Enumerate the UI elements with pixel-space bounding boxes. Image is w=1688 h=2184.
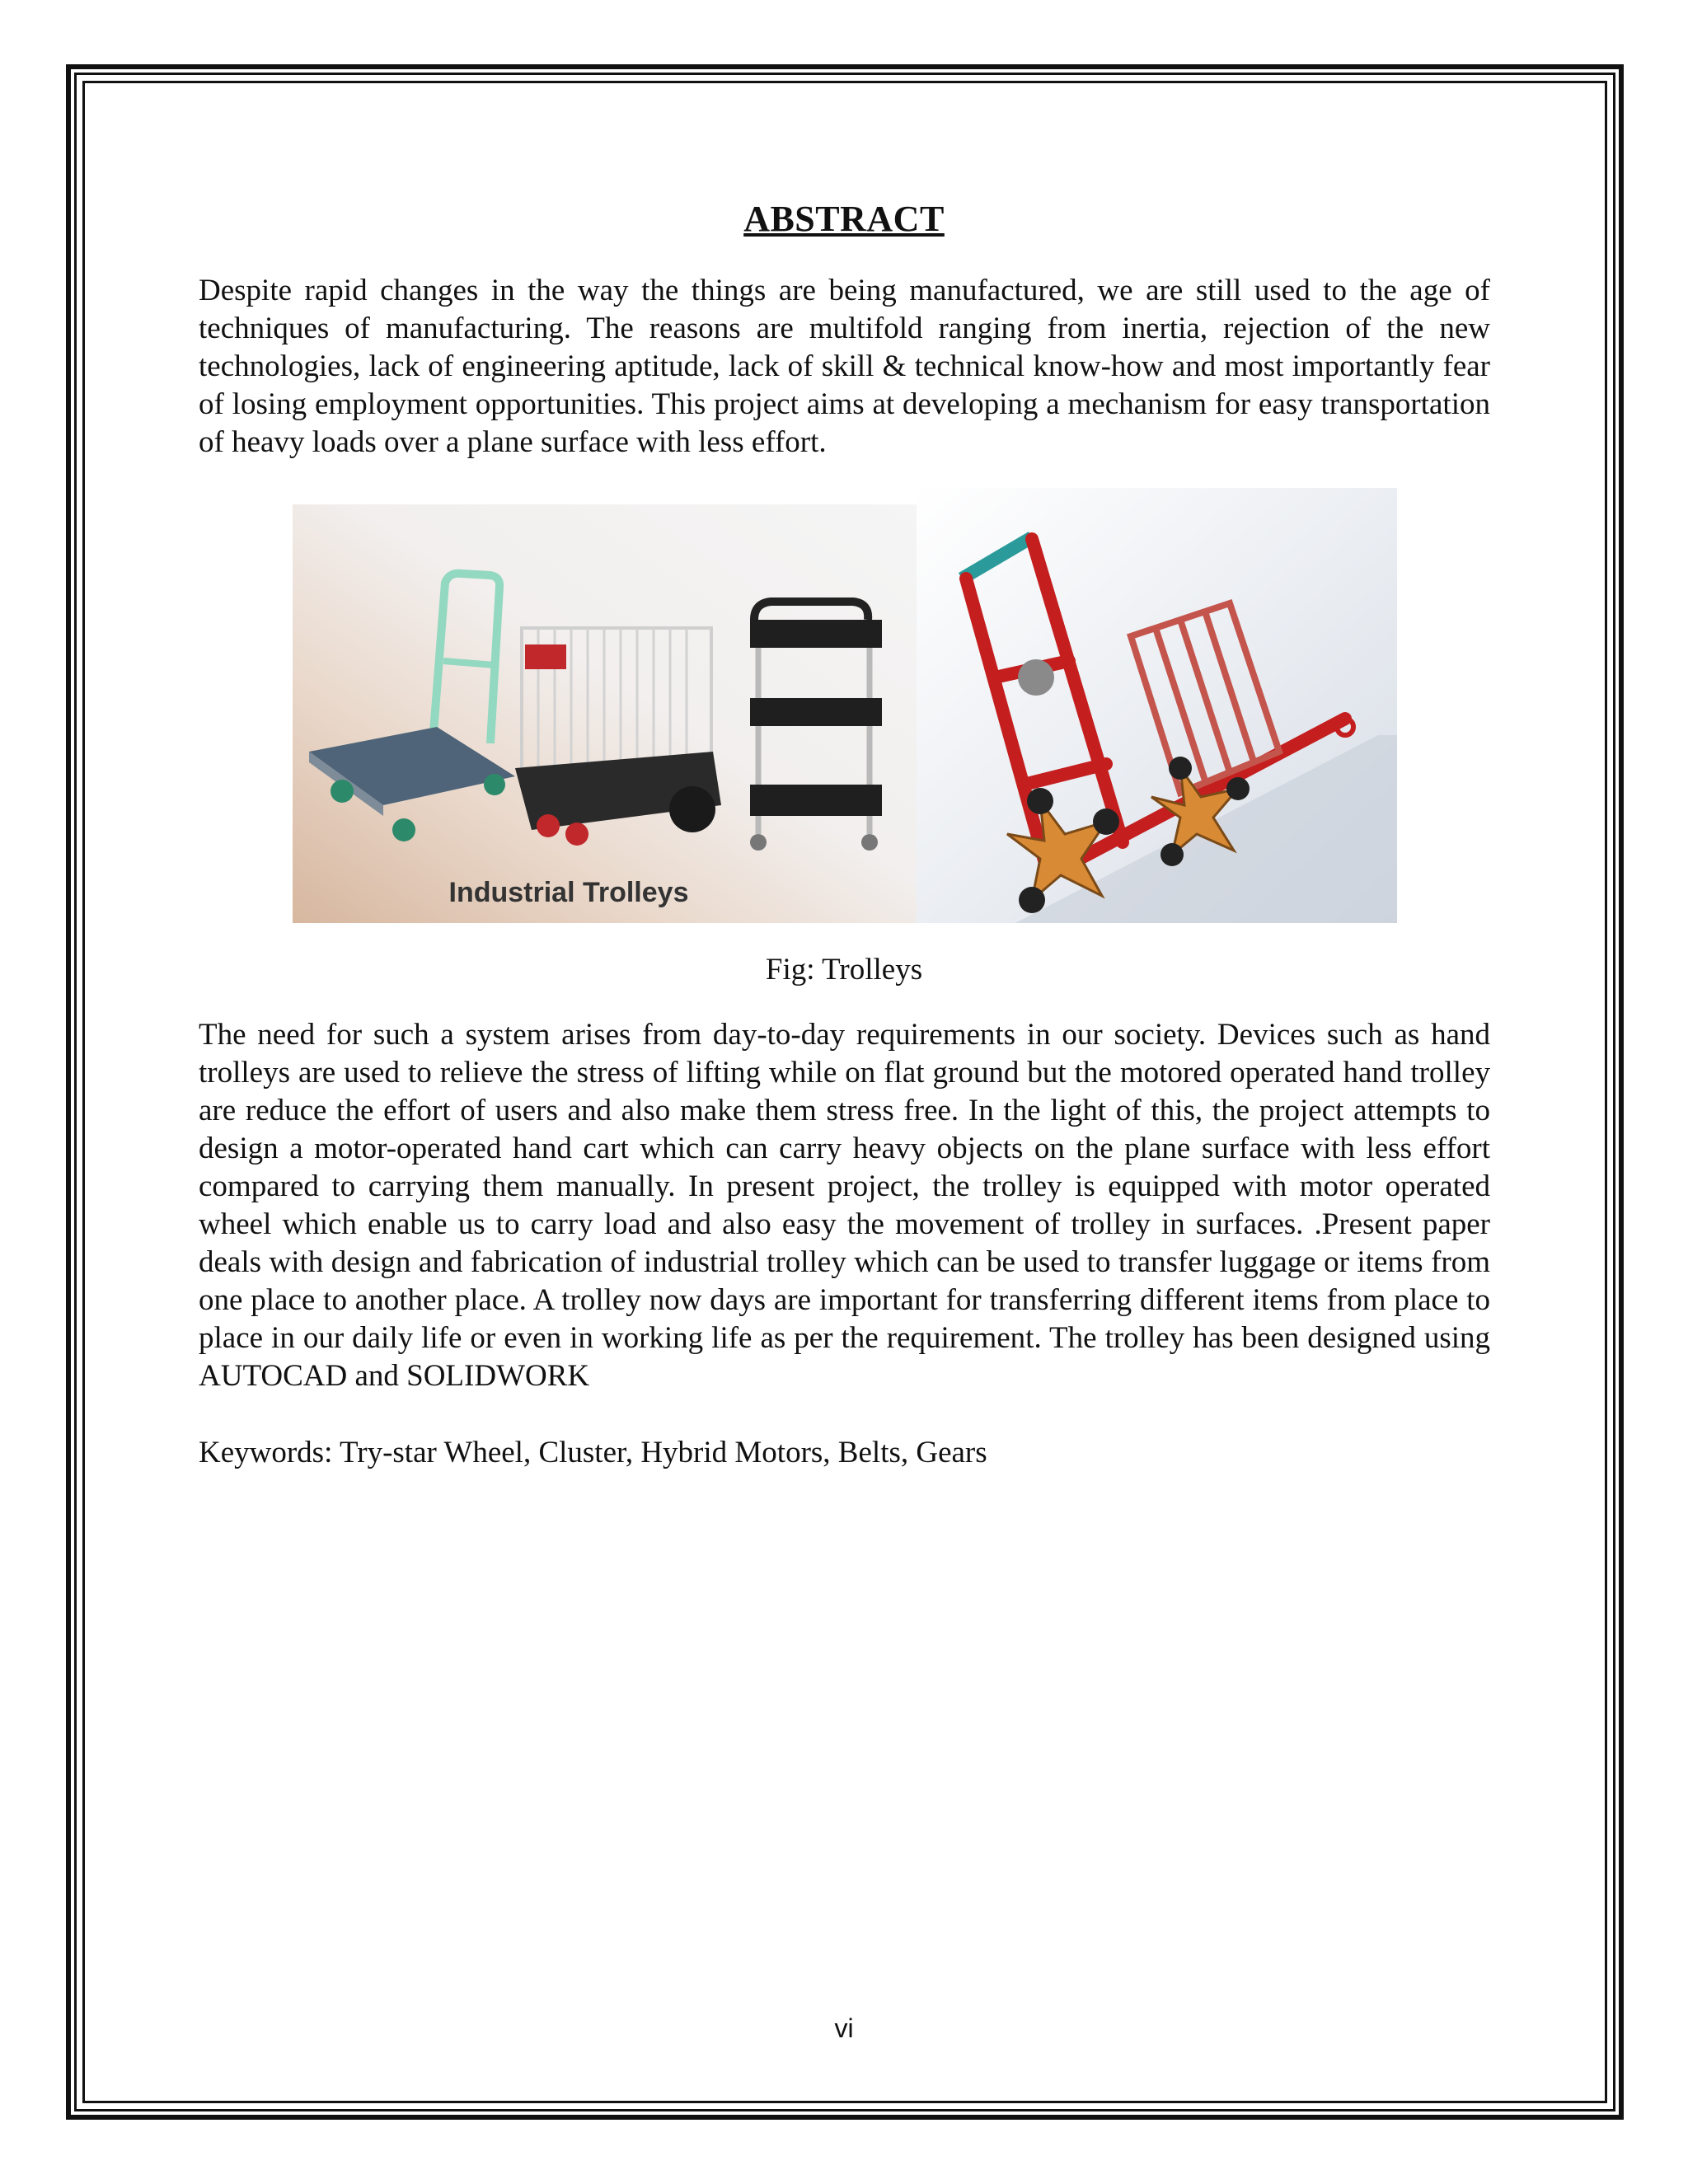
abstract-paragraph-1: Despite rapid changes in the way the things are being manufactured, we are still used to the age of techniques of manufacturing. The reasons are multifold ranging from inertia, rejection of the new technologies, lack of engineering aptitude, lack of skill & technical know-how and most importantly fear of losing employment opportunities. This project aims at developing a mechanism for easy transportation of heavy loads over a plane surface with less effort. [199, 274, 1490, 459]
page-number: vi [834, 2013, 854, 2043]
industrial-trolleys-label: Industrial Trolleys [448, 877, 689, 908]
abstract-paragraph-2: The need for such a system arises from day-to-day requirements in our society. Devices such as hand trolleys are used to relieve the stress of lifting while on flat ground but the motored operated hand trolley are reduce the effort of users and also make them stress free. In the light of this, the project attempts to design a motor-operated hand cart which can carry heavy objects on the plane surface with less effort compared to carrying them manually. In present project, the trolley is equipped with motor operated wheel which enable us to carry load and also easy the movement of trolley in surfaces. .Present paper deals with design and fabrication of industrial trolley which can be used to transfer luggage or items from one place to another place. A trolley now days are important for transferring different items from place to place in our daily life or even in working life as per the requirement. The trolley has been designed using AUTOCAD and SOLIDWORK [199, 1018, 1490, 1393]
industrial-trolleys-image [293, 504, 917, 923]
trolleys-figure [293, 488, 1397, 923]
figure-caption: Fig: Trolleys [765, 953, 923, 987]
page-title: ABSTRACT [743, 199, 945, 239]
utility-cart [750, 602, 882, 851]
keywords-line: Keywords: Try-star Wheel, Cluster, Hybrid Motors, Belts, Gears [199, 1436, 987, 1469]
stair-climbing-trolley-render [917, 488, 1397, 923]
